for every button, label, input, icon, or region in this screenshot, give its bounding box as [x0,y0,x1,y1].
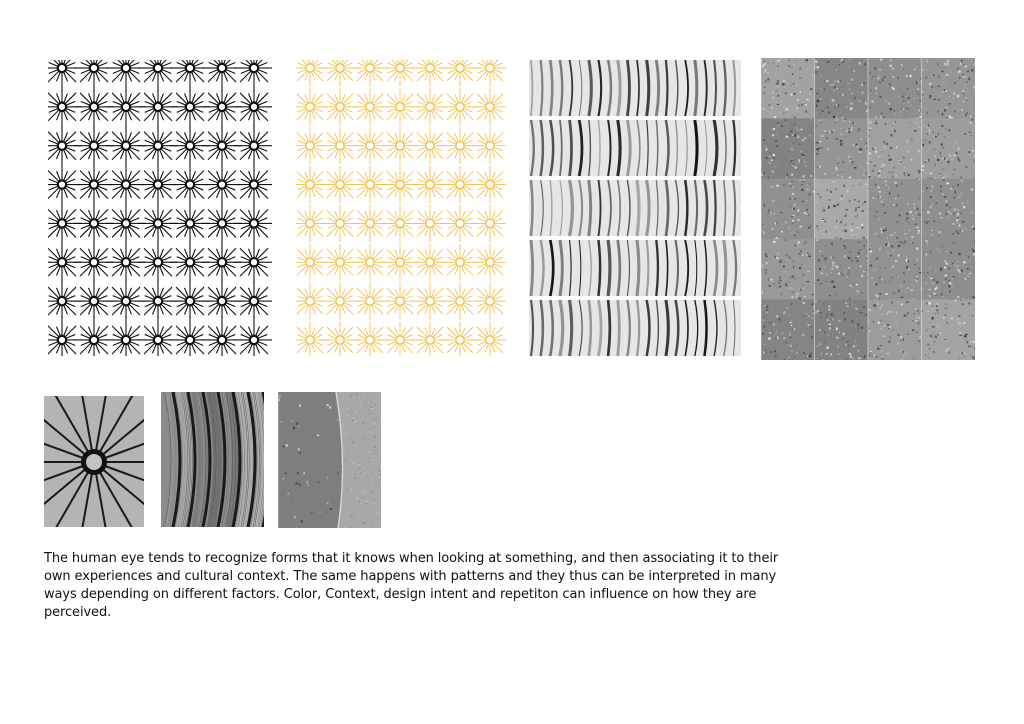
concrete-source-photo [278,392,381,528]
black-starburst-pattern [48,60,272,356]
yellow-starburst-pattern [296,60,506,356]
wood-slat-source-photo [161,392,264,527]
wood-slat-pattern [529,58,741,358]
starburst-source-photo [44,396,144,527]
concrete-texture-pattern [761,58,975,360]
caption-text: The human eye tends to recognize forms that it knows when looking at something, and then associating it to their own experiences and cultural context. The same happens with patterns and they thus can be interpreted in many ways depending on different factors. Color, Context, design intent and repetiton can influence on how they are perceived. [44,551,779,620]
